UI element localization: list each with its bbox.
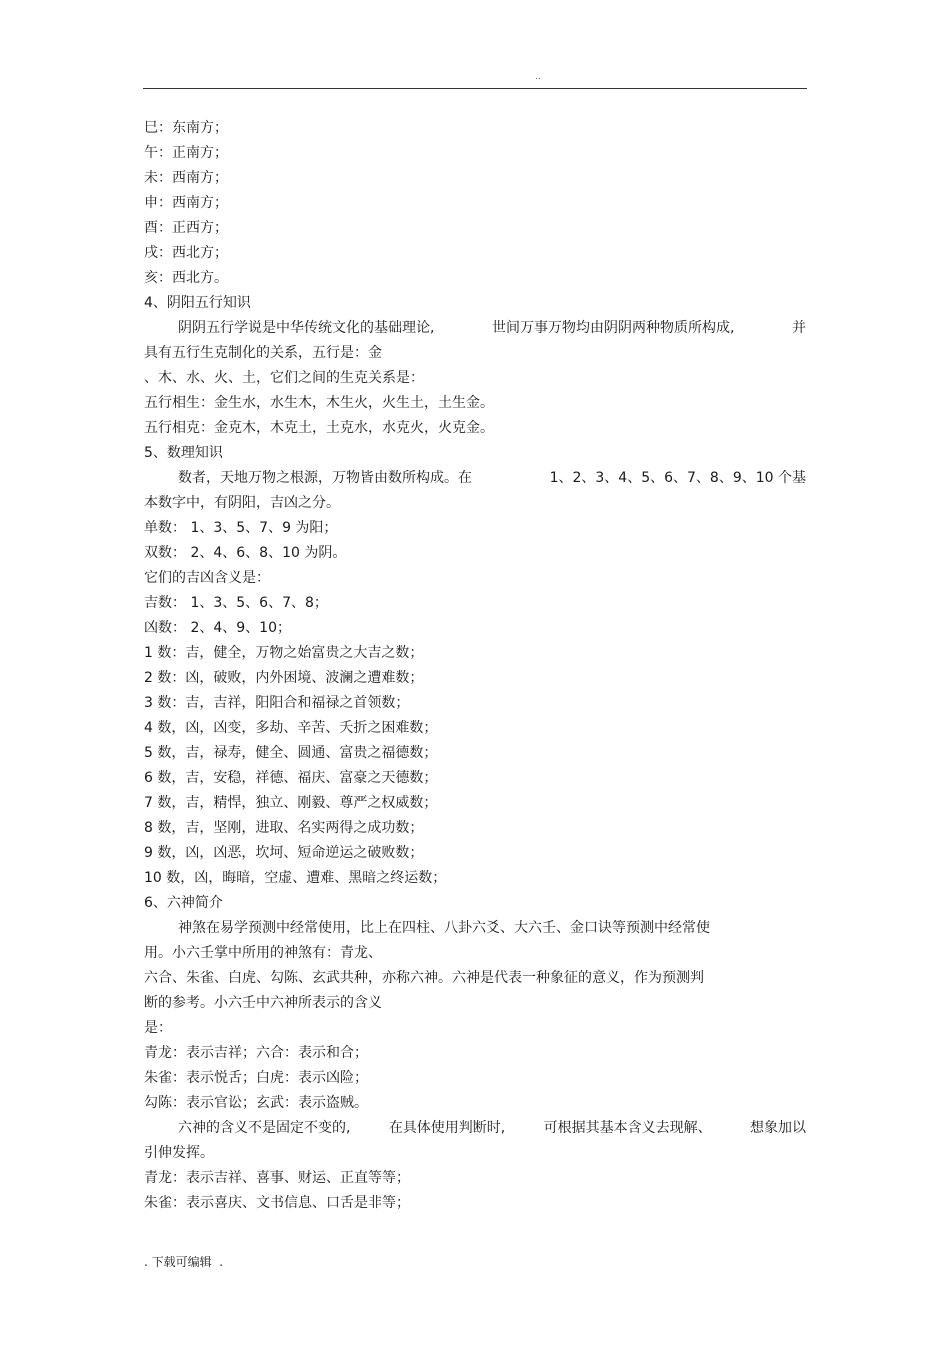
liushen-zhuque-baihu: 朱雀：表示悦舌；白虎：表示凶险；: [144, 1070, 368, 1086]
text-segment: 阴阴五行学说是中华传统文化的基础理论,: [178, 320, 435, 336]
direction-hai: 亥：西北方。: [144, 270, 228, 286]
odd-numbers: 单数： 1、3、5、7、9 为阳；: [144, 520, 338, 536]
paragraph-line: 是：: [144, 1020, 172, 1036]
zhuque-detail: 朱雀：表示喜庆、文书信息、口舌是非等；: [144, 1195, 410, 1211]
wuxing-ke: 五行相克：金克木，木克土，土克水，水克火，火克金。: [144, 420, 494, 436]
paragraph-line: 具有五行生克制化的关系，五行是：金: [144, 345, 382, 361]
direction-xu: 戌：西北方；: [144, 245, 228, 261]
paragraph-line: 神煞在易学预测中经常使用，比上在四柱、八卦六爻、大六壬、金口诀等预测中经常使: [178, 920, 710, 936]
direction-you: 酉：正西方；: [144, 220, 228, 236]
paragraph-line: [144, 318, 806, 343]
paragraph-line: [144, 468, 806, 493]
text-segment: 并: [792, 320, 806, 336]
unlucky-numbers: 凶数： 2、4、9、10；: [144, 620, 291, 636]
direction-wu: 午：正南方；: [144, 145, 228, 161]
paragraph-yinyang: [144, 318, 806, 343]
section-heading-4: 4、阴阳五行知识: [144, 295, 251, 311]
number-1: 1 数：吉，健全，万物之始富贵之大吉之数；: [144, 645, 424, 661]
number-4: 4 数，凶，凶变，多劫、辛苦、夭折之困难数；: [144, 720, 438, 736]
text-segment: 六神的含义不是固定不变的,: [178, 1120, 351, 1136]
text-segment: 世间万事万物均由阴阴两种物质所构成,: [492, 320, 735, 336]
text-segment: 在具体使用判断时,: [388, 1120, 506, 1136]
header-rule: [143, 88, 807, 89]
qinglong-detail: 青龙：表示吉祥、喜事、财运、正直等等；: [144, 1170, 410, 1186]
paragraph-line: 、木、水、火、土，它们之间的生克关系是：: [144, 370, 424, 386]
number-8: 8 数，吉，坚刚，进取、名实两得之成功数；: [144, 820, 424, 836]
number-9: 9 数，凶，凶恶，坎坷、短命逆运之破败数；: [144, 845, 424, 861]
number-3: 3 数：吉，吉祥，阳阳合和福禄之首领数；: [144, 695, 410, 711]
number-6: 6 数，吉，安稳，祥德、福庆、富豪之天德数；: [144, 770, 438, 786]
footer-text: . 下载可编辑 .: [144, 1255, 224, 1269]
direction-wei: 未：西南方；: [144, 170, 228, 186]
direction-si: 巳：东南方；: [144, 120, 228, 136]
lucky-numbers: 吉数： 1、3、5、6、7、8；: [144, 595, 328, 611]
number-10: 10 数，凶，晦暗，空虚、遭难、黑暗之终运数；: [144, 870, 447, 886]
paragraph-line: 用。小六壬掌中所用的神煞有：青龙、: [144, 945, 382, 961]
paragraph-line: [144, 1118, 806, 1143]
number-7: 7 数，吉，精悍，独立、刚毅、尊严之权威数；: [144, 795, 438, 811]
paragraph-line: 断的参考。小六壬中六神所表示的含义: [144, 995, 382, 1011]
wuxing-sheng: 五行相生：金生水，水生木，木生火，火生土，土生金。: [144, 395, 494, 411]
number-2: 2 数：凶，破败，内外困境、波澜之遭难数；: [144, 670, 424, 686]
liushen-qinglong-liuhe: 青龙：表示吉祥；六合：表示和合；: [144, 1045, 368, 1061]
text-segment: 可根据其基本含义去现解、: [543, 1120, 712, 1136]
paragraph-line: 六合、朱雀、白虎、勾陈、玄武共种，亦称六神。六神是代表一种象征的意义，作为预测判: [144, 970, 704, 986]
text-segment: 数者，天地万物之根源，万物皆由数所构成。在: [178, 470, 472, 486]
text-segment: 想象加以: [749, 1120, 806, 1136]
header-mark: ..: [535, 72, 541, 82]
section-heading-5: 5、数理知识: [144, 445, 223, 461]
paragraph-line: 本数字中，有阴阳，吉凶之分。: [144, 495, 340, 511]
direction-shen: 申：西南方；: [144, 195, 228, 211]
meaning-intro: 它们的吉凶含义是：: [144, 570, 270, 586]
text-segment: 1、2、3、4、5、6、7、8、9、10 个基: [549, 470, 806, 486]
number-5: 5 数，吉，禄寿，健全、圆通、富贵之福德数；: [144, 745, 438, 761]
section-heading-6: 6、六神简介: [144, 895, 223, 911]
liushen-gouchen-xuanwu: 勾陈：表示官讼；玄武：表示盗贼。: [144, 1095, 368, 1111]
paragraph-shuli: [144, 468, 806, 493]
paragraph-liushen-meaning: [144, 1118, 806, 1143]
paragraph-line: 引伸发挥。: [144, 1145, 214, 1161]
even-numbers: 双数： 2、4、6、8、10 为阴。: [144, 545, 347, 561]
